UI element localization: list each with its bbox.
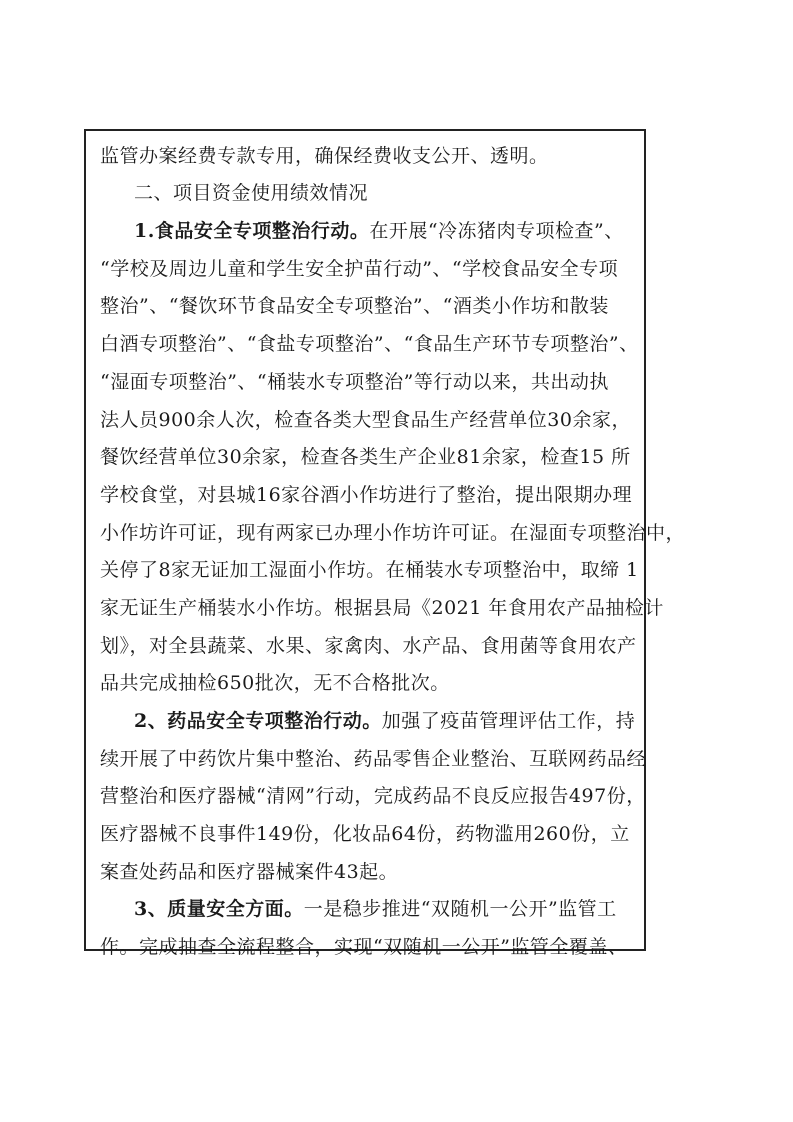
line-text: 小作坊许可证，现有两家已办理小作坊许可证。在湿面专项整治中， — [100, 522, 686, 544]
line-text: 加强了疫苗管理评估工作，持 — [381, 710, 636, 732]
text-line — [100, 668, 450, 698]
line-text: 划》，对全县蔬菜、水果、家禽肉、水产品、食用菌等食用农产 — [100, 635, 637, 657]
line-text: 营整治和医疗器械“清网”行动，完成药品不良反应报告497份， — [100, 785, 646, 807]
text-line — [100, 932, 627, 962]
line-text: 关停了8家无证加工湿面小作坊。在桶装水专项整治中，取缔 1 — [100, 559, 639, 581]
line-text: 一是稳步推进“双随机一公开”监管工 — [303, 898, 617, 920]
item-heading: 3、质量安全方面。 — [134, 898, 304, 920]
line-text: 家无证生产桶装水小作坊。根据县局《2021 年食用农产品抽检计 — [100, 597, 664, 619]
line-text: 续开展了中药饮片集中整治、药品零售企业整治、互联网药品经 — [100, 748, 647, 770]
line-text: 案查处药品和医疗器械案件43起。 — [100, 861, 399, 883]
text-line — [100, 631, 637, 661]
text-line — [100, 254, 618, 284]
item-heading: 1.食品安全专项整治行动。 — [134, 220, 370, 242]
text-line — [134, 894, 617, 924]
text-line — [100, 819, 630, 849]
text-line — [100, 367, 609, 397]
text-line — [100, 141, 549, 171]
text-line — [134, 216, 624, 246]
text-line — [100, 291, 609, 321]
line-text: 白酒专项整治”、“食盐专项整治”、“食品生产环节专项整治”、 — [100, 333, 639, 355]
line-text: 餐饮经营单位30余家，检查各类生产企业81余家，检查15 所 — [100, 446, 631, 468]
line-text: 学校食堂，对县城16家谷酒小作坊进行了整治，提出限期办理 — [100, 484, 633, 506]
line-text: 在开展“冷冻猪肉专项检查”、 — [369, 220, 624, 242]
text-line — [100, 442, 631, 472]
item-heading: 2、药品安全专项整治行动。 — [134, 710, 382, 732]
text-line — [100, 857, 398, 887]
text-line — [100, 555, 639, 585]
text-line — [100, 744, 646, 774]
text-line — [100, 405, 631, 435]
line-text: 医疗器械不良事件149份，化妆品64份，药物滥用260份，立 — [100, 823, 630, 845]
text-line — [100, 781, 646, 811]
line-text: 法人员900余人次，检查各类大型食品生产经营单位30余家， — [100, 409, 631, 431]
line-text: “湿面专项整治”、“桶装水专项整治”等行动以来，共出动执 — [100, 371, 609, 393]
text-line — [100, 593, 664, 623]
line-text: 二、项目资金使用绩效情况 — [134, 182, 369, 204]
line-text: 作。完成抽查全流程整合，实现“双随机一公开”监管全覆盖、 — [100, 936, 628, 958]
line-text: 监管办案经费专款专用，确保经费收支公开、透明。 — [100, 145, 549, 167]
line-text: 品共完成抽检650批次，无不合格批次。 — [100, 672, 450, 694]
section-heading — [134, 178, 368, 208]
line-text: 整治”、“餐饮环节食品安全专项整治”、“酒类小作坊和散装 — [100, 295, 609, 317]
text-line — [100, 518, 685, 548]
text-line — [100, 329, 639, 359]
text-line — [100, 480, 632, 510]
text-line — [134, 706, 635, 736]
line-text: “学校及周边儿童和学生安全护苗行动”、“学校食品安全专项 — [100, 258, 619, 280]
